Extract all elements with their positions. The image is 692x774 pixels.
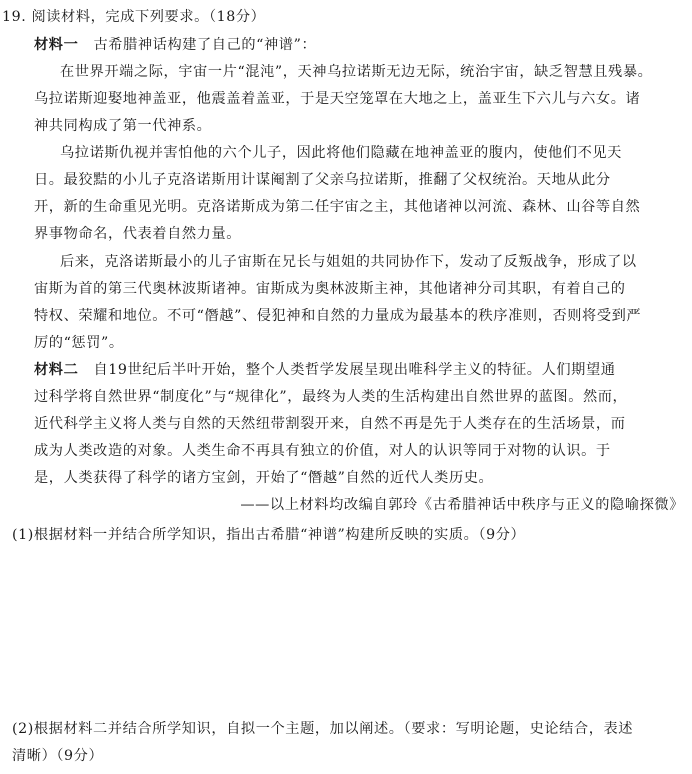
sub-question-1: (1)根据材料一并结合所学知识，指出古希腊“神谱”构建所反映的实质。（9分） [12, 527, 526, 543]
material-one-heading-line [34, 36, 684, 54]
material-one-p1-line: 神共同构成了第一代神系。 [34, 118, 212, 134]
material-one-p3-line: 厉的“惩罚”。 [34, 335, 124, 351]
material-two-first-line [34, 361, 684, 379]
material-one-p2-line: 乌拉诺斯仇视并害怕他的六个儿子，因此将他们隐藏在地神盖亚的腹内，使他们不见天 [60, 145, 622, 161]
material-one-p3-line: 宙斯为首的第三代奥林波斯诸神。宙斯成为奥林波斯主神，其他诸神分司其职，有着自己的 [34, 281, 626, 297]
material-one-p2-line: 界事物命名，代表着自然力量。 [34, 226, 242, 242]
question-header: 19. 阅读材料，完成下列要求。（18分） [2, 9, 266, 25]
sub-question-2: (2)根据材料二并结合所学知识，自拟一个主题，加以阐述。（要求：写明论题，史论结合，表述 [12, 721, 634, 737]
material-one-p3-line: 特权、荣耀和地位。不可“僭越”、侵犯神和自然的力量成为最基本的秩序准则，否则将受到严 [34, 308, 642, 324]
material-one-label: 材料一 [34, 37, 79, 53]
material-two-line: 成为人类改造的对象。人类生命不再具有独立的价值，对人的认识等同于对物的认识。于 [34, 443, 611, 459]
material-two-line: 近代科学主义将人类与自然的天然纽带割裂开来，自然不再是先于人类存在的生活场景，而 [34, 416, 626, 432]
answer-space [0, 560, 692, 720]
material-one-p2-line: 开，新的生命重见光明。克洛诺斯成为第二任宇宙之主，其他诸神以河流、森林、山谷等自然 [34, 199, 641, 215]
material-source: ——以上材料均改编自郭玲《古希腊神话中秩序与正义的隐喻探微》 [240, 497, 684, 513]
sub-question-2-cont: 清晰）（9分） [12, 748, 104, 764]
material-one-p1-line: 乌拉诺斯迎娶地神盖亚，他震盖着盖亚，于是天空笼罩在大地之上，盖亚生下六儿与六女。诸 [34, 91, 641, 107]
material-two-line: 过科学将自然世界“制度化”与“规律化”，最终为人类的生活构建出自然世界的蓝图。然而， [34, 389, 628, 405]
material-two-text-start: 自19世纪后半叶开始，整个人类哲学发展呈现出唯科学主义的特征。人们期望通 [93, 362, 616, 378]
material-two-label: 材料二 [34, 362, 79, 378]
material-one-heading: 古希腊神话构建了自己的“神谱”： [93, 37, 317, 53]
material-one-p3-line: 后来，克洛诺斯最小的儿子宙斯在兄长与姐姐的共同协作下，发动了反叛战争，形成了以 [60, 254, 637, 270]
material-one-p2-line: 日。最狡黠的小儿子克洛诺斯用计谋阉割了父亲乌拉诺斯，推翻了父权统治。天地从此分 [34, 172, 611, 188]
material-two-line: 是，人类获得了科学的诸方宝剑，开始了“僭越”自然的近代人类历史。 [34, 470, 494, 486]
material-one-p1-line: 在世界开端之际，宇宙一片“混沌”，天神乌拉诺斯无边无际，统治宇宙，缺乏智慧且残暴。 [60, 64, 653, 80]
